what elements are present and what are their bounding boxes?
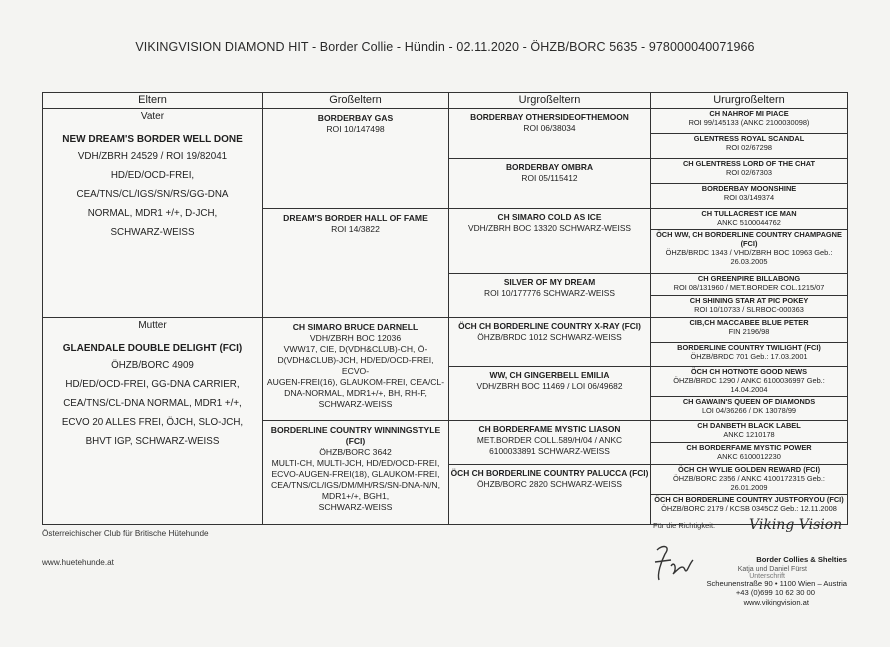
dam-role: Mutter [138, 320, 167, 331]
column-header-eltern: Eltern [43, 93, 263, 109]
sire-line: CEA/TNS/CL/IGS/SN/RS/GG-DNA [76, 189, 229, 200]
dog-info: 26.03.2005 [730, 257, 768, 266]
stamp-signature-label: Unterschrift [749, 573, 785, 580]
gg-grandparent-cell [651, 159, 848, 184]
dog-name: CH SIMARO BRUCE DARNELL [292, 322, 419, 332]
dam-line: BHVT IGP, SCHWARZ-WEISS [85, 436, 220, 447]
dog-info: ÖHZB/BRDC 1012 SCHWARZ-WEISS [477, 332, 622, 342]
dog-info: AUGEN-FREI(16), GLAUKOM-FREI, CEA/CL- [266, 377, 445, 387]
dam-cell [43, 318, 263, 525]
dog-info: ROI 99/145133 (ANKC 2100030098) [688, 118, 810, 127]
dog-name: BORDERLINE COUNTRY WINNINGSTYLE (FCI) [270, 425, 441, 446]
dog-info: FIN 2196/98 [728, 327, 770, 336]
great-grandparent-cell [449, 465, 651, 525]
dog-name: CH BORDERFAME MYSTIC LIASON [478, 424, 621, 434]
dog-info: DNA-NORMAL, MDR1+/+, BH, RH-F, [284, 388, 427, 398]
dog-info: 26.01.2009 [730, 483, 768, 492]
dog-info: ÖHZB/BORC 2179 / KCSB 0345CZ Geb.: 12.11.2008 [661, 504, 837, 513]
dog-info: ÖHZB/BRDC 701 Geb.: 17.03.2001 [690, 352, 808, 361]
dog-info: ANKC 6100012230 [717, 452, 781, 461]
great-grandparent-cell [449, 109, 651, 159]
grandparent-cell [263, 421, 449, 525]
dog-info: MDR1+/+, BGH1, [321, 491, 390, 501]
sire-details [43, 147, 262, 242]
gg-grandparent-cell [651, 318, 848, 343]
dog-info: 14.04.2004 [730, 385, 768, 394]
great-grandparent-cell [449, 274, 651, 318]
dog-info: SCHWARZ-WEISS [318, 502, 393, 512]
dog-info: ROI 10/147498 [326, 124, 385, 134]
gg-grandparent-cell [651, 343, 848, 367]
gg-grandparent-cell [651, 209, 848, 230]
dog-name: ÖCH WW, CH BORDERLINE COUNTRY CHAMPAGNE (FCI) [656, 230, 842, 248]
gg-grandparent-cell [651, 230, 848, 274]
gg-grandparent-cell [651, 367, 848, 397]
dog-name: DREAM'S BORDER HALL OF FAME [283, 213, 428, 223]
sire-line: NORMAL, MDR1 +/+, D-JCH, [87, 208, 218, 219]
sire-cell [43, 109, 263, 318]
stamp-phone: +43 (0)699 10 62 30 00 [735, 588, 815, 597]
gg-grandparent-cell [651, 421, 848, 443]
dog-name: ÖCH CH HOTNOTE GOOD NEWS [690, 367, 808, 376]
gg-grandparent-cell [651, 109, 848, 134]
great-grandparent-cell [449, 209, 651, 274]
dog-name: CH DANBETH BLACK LABEL [697, 421, 801, 430]
gg-grandparent-cell [651, 274, 848, 296]
dog-name: ÖCH CH BORDERLINE COUNTRY X-RAY (FCI) [458, 321, 641, 331]
dog-info: ROI 06/38034 [523, 123, 576, 133]
dog-info: ÖHZB/BRDC 1343 / VHD/ZBRH BOC 10963 Geb.: [665, 248, 833, 257]
dog-info: ANKC 5100044762 [717, 218, 781, 227]
gg-grandparent-cell [651, 465, 848, 495]
dog-info: ROI 08/131960 / MET.BORDER COL.1215/07 [673, 283, 825, 292]
sire-role: Vater [140, 111, 165, 122]
dog-name: BORDERBAY GAS [317, 113, 394, 123]
dog-info: MET.BORDER COLL.589/H/04 / ANKC [476, 435, 623, 445]
gg-grandparent-cell [651, 134, 848, 159]
dog-name: BORDERBAY OMBRA [505, 162, 594, 172]
grandparent-cell [263, 209, 449, 318]
dog-name: CH BORDERFAME MYSTIC POWER [686, 443, 812, 452]
gg-grandparent-cell [651, 184, 848, 209]
dog-name: ÖCH CH BORDERLINE COUNTRY PALUCCA (FCI) [450, 468, 649, 478]
stamp-confirmation-label: Für die Richtigkeit: [653, 521, 716, 530]
dam-line: ECVO 20 ALLES FREI, ÖJCH, SLO-JCH, [61, 417, 244, 428]
great-grandparent-cell [449, 421, 651, 465]
dog-name: WW, CH GINGERBELL EMILIA [489, 370, 610, 380]
dog-info: VDH/ZBRH BOC 11469 / LOI 06/49682 [476, 381, 623, 391]
great-grandparent-cell [449, 318, 651, 367]
footer-url[interactable]: www.huetehunde.at [42, 558, 114, 567]
dog-info: ÖHZB/BORC 2820 SCHWARZ-WEISS [477, 479, 622, 489]
dam-line: ÖHZB/BORC 4909 [111, 360, 194, 371]
stamp-logo: Viking Vision [749, 517, 843, 533]
dog-info: 6100033891 SCHWARZ-WEISS [489, 446, 610, 456]
gg-grandparent-cell [651, 443, 848, 465]
column-header-grosseltern: Großeltern [263, 93, 449, 109]
handwritten-signature [649, 540, 697, 588]
grandparent-cell [263, 318, 449, 421]
dog-name: BORDERLINE COUNTRY TWILIGHT (FCI) [677, 343, 821, 352]
sire-line: VDH/ZBRH 24529 / ROI 19/82041 [77, 151, 228, 162]
stamp-address: Scheunenstraße 90 • 1100 Wien – Austria [706, 579, 847, 588]
dog-name: CH TULLACREST ICE MAN [701, 209, 797, 218]
header-row [43, 93, 848, 109]
sire-name: NEW DREAM'S BORDER WELL DONE [62, 134, 243, 145]
dog-info: ROI 02/67298 [725, 143, 773, 152]
sire-line: HD/ED/OCD-FREI, [110, 170, 195, 181]
dog-name: GLENTRESS ROYAL SCANDAL [693, 134, 805, 143]
dog-info: CEA/TNS/CL/IGS/DM/MH/RS/SN-DNA-N/N, [270, 480, 441, 490]
stamp-owners: Katja und Daniel Fürst [737, 566, 807, 573]
dog-info: ECVO-AUGEN-FREI(18), GLAUKOM-FREI, [271, 469, 440, 479]
dog-name: BORDERBAY MOONSHINE [701, 184, 797, 193]
dog-name: CH GLENTRESS LORD OF THE CHAT [682, 159, 816, 168]
gg-grandparent-cell [651, 397, 848, 421]
dog-info: VDH/ZBRH BOC 12036 [309, 333, 402, 343]
dog-name: ÖCH CH WYLIE GOLDEN REWARD (FCI) [677, 465, 821, 474]
dog-info: ÖHZB/BORC 3642 [319, 447, 392, 457]
dog-info: VWW17, CIE, D(VDH&CLUB)-CH, Ö- [283, 344, 428, 354]
dog-info: ÖHZB/BORC 2356 / ANKC 4100172315 Geb.: [672, 474, 825, 483]
dam-name: GLAENDALE DOUBLE DELIGHT (FCI) [62, 343, 243, 354]
dog-info: MULTI-CH, MULTI-JCH, HD/ED/OCD-FREI, [271, 458, 440, 468]
dog-info: SCHWARZ-WEISS [318, 399, 393, 409]
dog-info: VDH/ZBRH BOC 13320 SCHWARZ-WEISS [467, 223, 632, 233]
dog-name: CH GAWAIN'S QUEEN OF DIAMONDS [682, 397, 816, 406]
column-header-urgrosseltern: Urgroßeltern [449, 93, 651, 109]
dog-info: LOI 04/36266 / DK 13078/99 [701, 406, 797, 415]
sire-line: SCHWARZ-WEISS [110, 227, 195, 238]
stamp-web: www.vikingvision.at [743, 598, 809, 607]
dam-line: CEA/TNS/CL-DNA NORMAL, MDR1 +/+, [63, 398, 242, 409]
footer-club-name: Österreichischer Club für Britische Hütehunde [42, 529, 209, 538]
dog-info: ROI 14/3822 [331, 224, 380, 234]
page-title: VIKINGVISION DIAMOND HIT - Border Collie - Hündin - 02.11.2020 - ÖHZB/BORC 5635 - 978000040071966 [135, 40, 755, 54]
dog-name: CH SIMARO COLD AS ICE [497, 212, 602, 222]
dog-name: SILVER OF MY DREAM [503, 277, 596, 287]
dog-name: ÖCH CH BORDERLINE COUNTRY JUSTFORYOU (FCI) [654, 495, 844, 504]
gg-grandparent-cell [651, 296, 848, 318]
stamp-kennel: Border Collies & Shelties [756, 555, 847, 564]
pedigree-table [42, 92, 848, 525]
dog-name: CIB,CH MACCABEE BLUE PETER [689, 318, 809, 327]
dog-name: CH GREENPIRE BILLABONG [697, 274, 801, 283]
dog-info: ANKC 1210178 [723, 430, 775, 439]
dog-info: ROI 02/67303 [725, 168, 773, 177]
great-grandparent-cell [449, 367, 651, 421]
dog-name: CH NAHROF MI PIACE [709, 109, 789, 118]
dog-info: ROI 10/10733 / SLRBOC-000363 [694, 305, 804, 314]
dog-info: ROI 05/115412 [521, 173, 578, 183]
dam-details [43, 356, 262, 451]
grandparent-cell [263, 109, 449, 209]
dog-info: ROI 10/177776 SCHWARZ-WEISS [484, 288, 615, 298]
column-header-ururgrosseltern: Ururgroßeltern [651, 93, 848, 109]
great-grandparent-cell [449, 159, 651, 209]
dog-info: ÖHZB/BRDC 1290 / ANKC 6100036997 Geb.: [673, 376, 825, 385]
dog-name: CH SHINING STAR AT PIC POKEY [689, 296, 809, 305]
dam-line: HD/ED/OCD-FREI, GG-DNA CARRIER, [65, 379, 240, 390]
dog-info: D(VDH&CLUB)-JCH, HD/ED/OCD-FREI, ECVO- [277, 355, 434, 376]
dog-name: BORDERBAY OTHERSIDEOFTHEMOON [470, 112, 629, 122]
dog-info: ROI 03/149374 [723, 193, 775, 202]
